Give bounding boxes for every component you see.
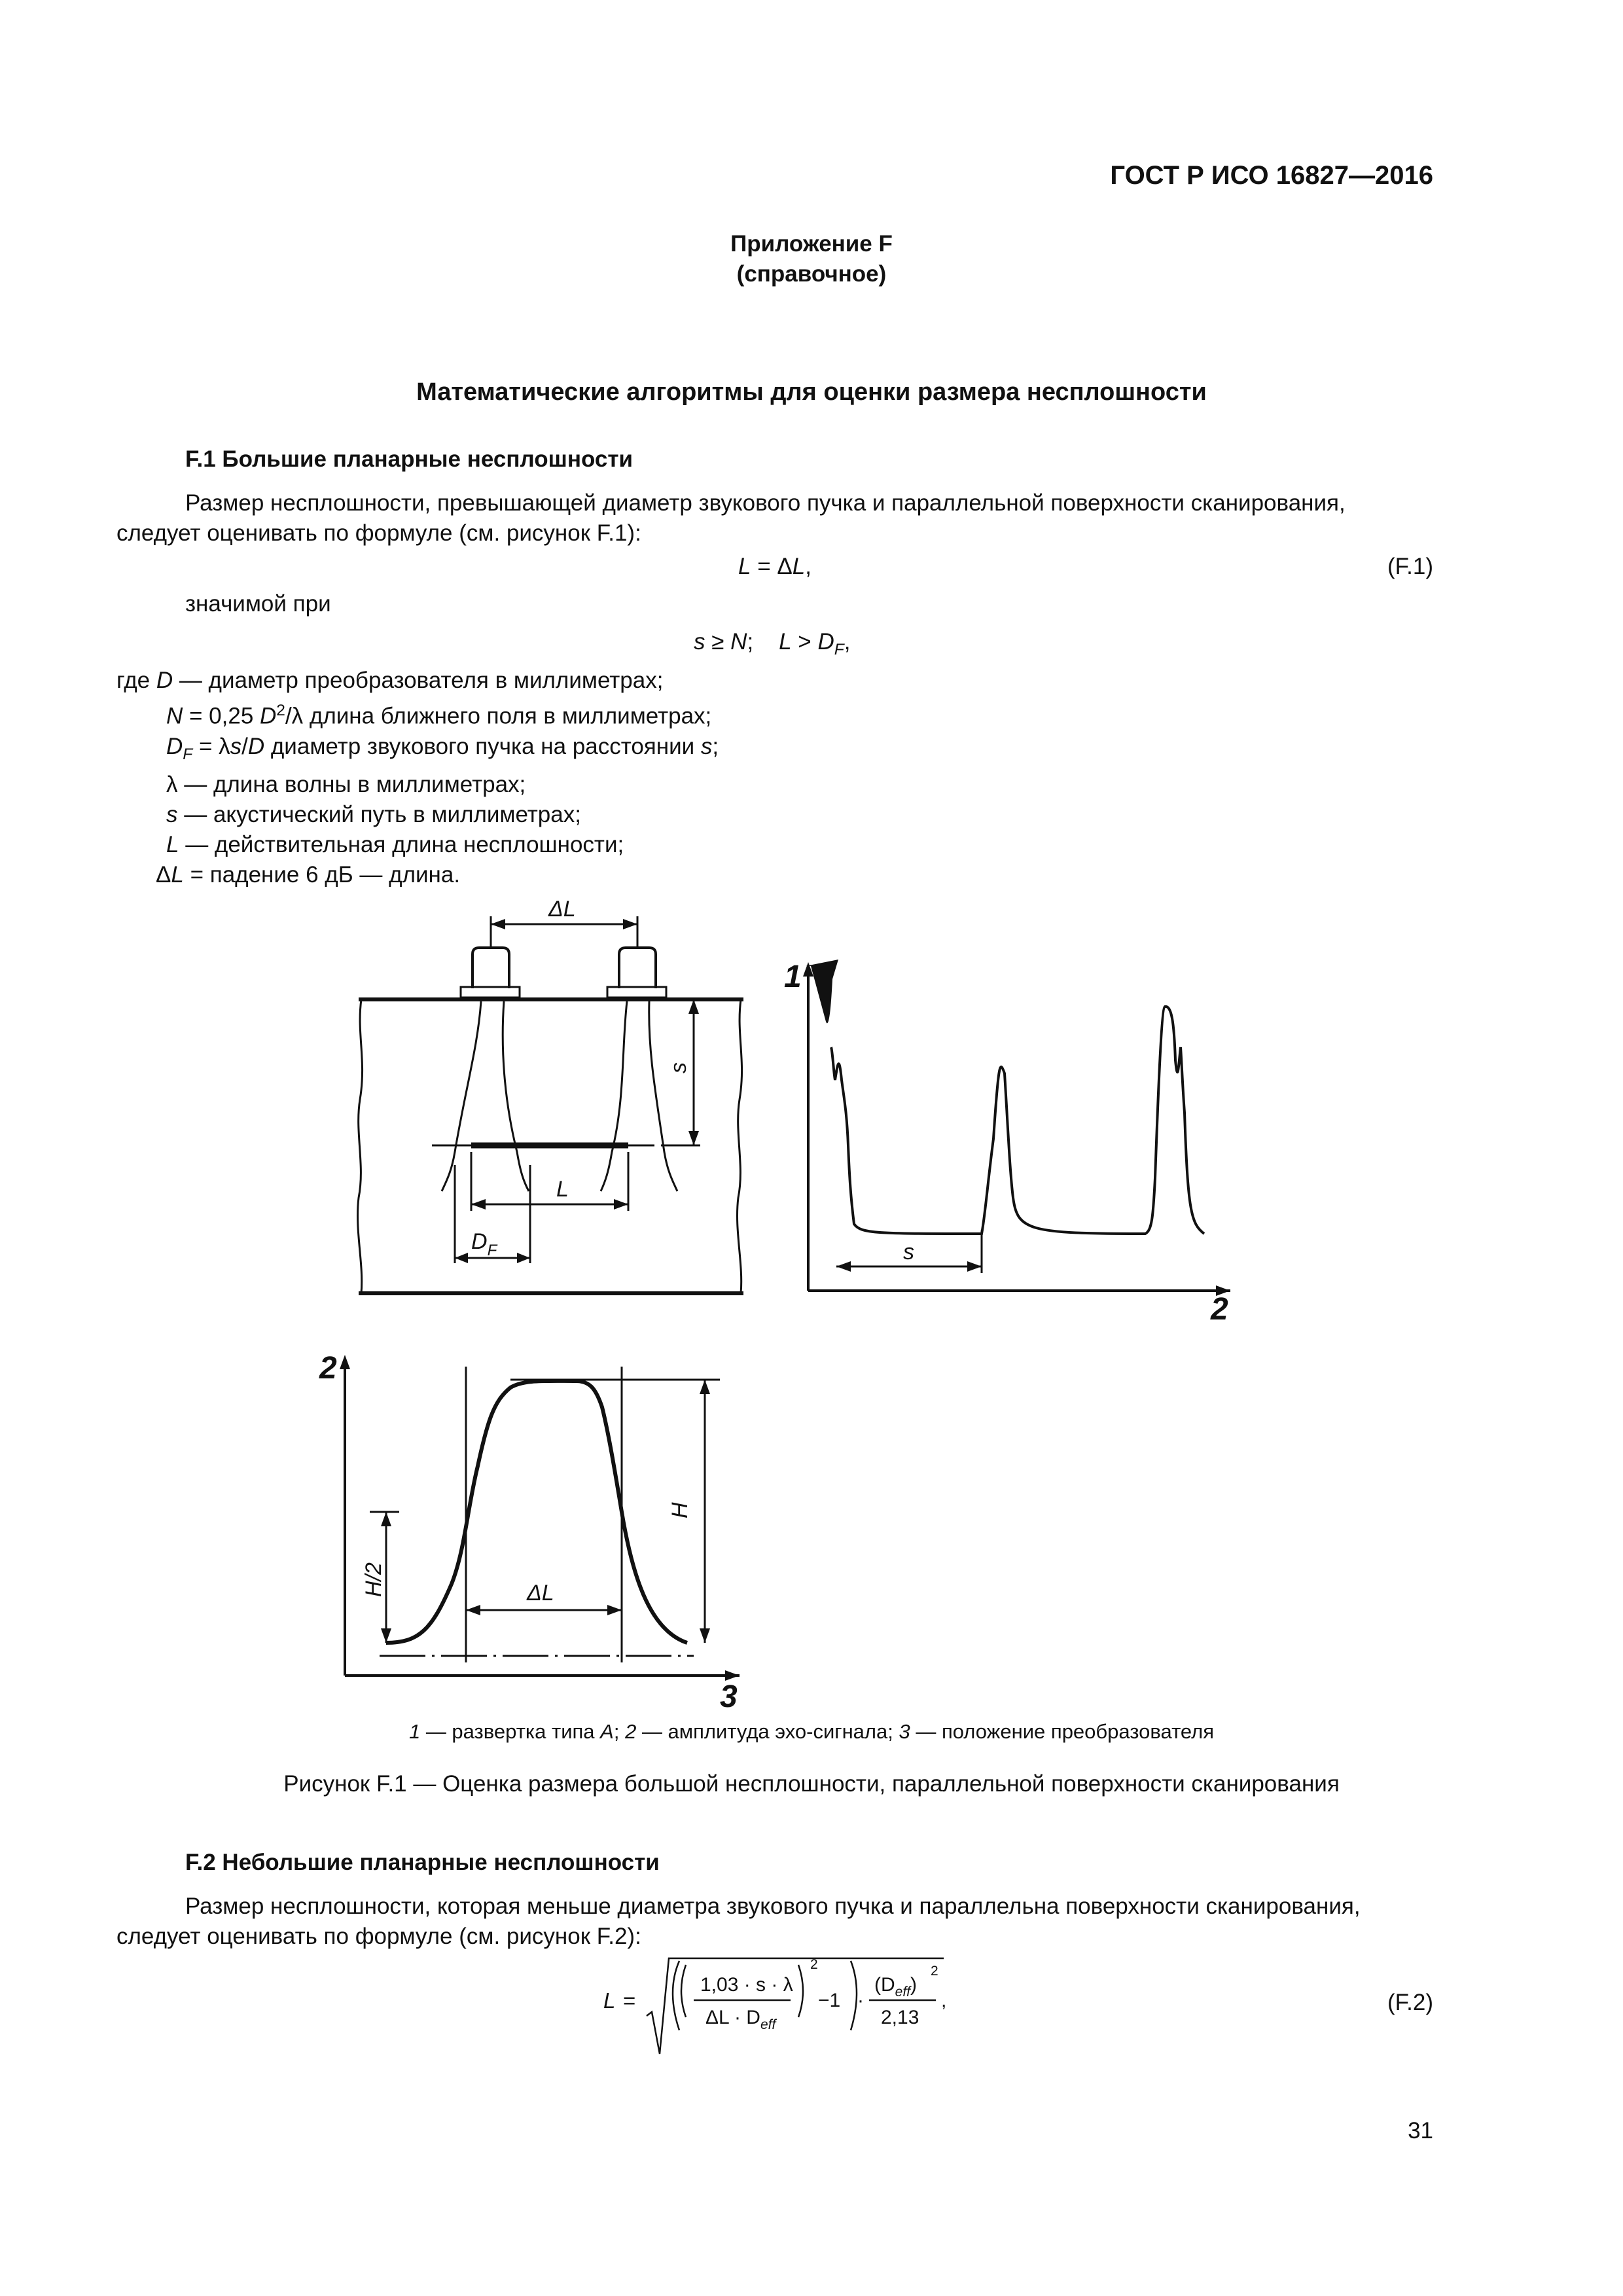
def-lambda: λ — длина волны в миллиметрах;	[166, 771, 526, 797]
label-delta-l-bottom: ΔL	[527, 1581, 554, 1605]
figure-legend: 1 — развертка типа A; 2 — амплитуда эхо-сигнала; 3 — положение преобразователя	[408, 1720, 1215, 1743]
f2-intro-line2: следует оценивать по формуле (см. рисунок F.2):	[116, 1924, 641, 1949]
probe-left	[442, 948, 529, 1191]
def-delta-l: ΔL = падение 6 дБ — длина.	[156, 861, 461, 888]
axis-label-2-ascan: 2	[1211, 1292, 1228, 1327]
figure-f1	[0, 877, 1623, 1715]
appendix-type: (справочное)	[736, 261, 887, 287]
label-df: $D_F$	[471, 1229, 497, 1259]
section-f2-heading: F.2 Небольшие планарные несплошности	[185, 1850, 660, 1875]
eq2-exp-1: 2	[810, 1957, 818, 1972]
eq2-minus-one: −1	[818, 1990, 841, 2011]
figure-caption: Рисунок F.1 — Оценка размера большой несплошности, параллельной поверхности сканирования	[283, 1771, 1340, 1797]
svg-text:L: L	[603, 1988, 616, 2013]
equation-f1-number: (F.1)	[1387, 554, 1433, 579]
def-s: s — акустический путь в миллиметрах;	[166, 801, 581, 827]
def-df: $D_F = \lambda s/D$ диаметр звукового пучка на расстоянии s;	[166, 733, 719, 763]
eq2-divisor: 2,13	[881, 2007, 919, 2028]
axis-label-3: 3	[720, 1679, 738, 1714]
section-f1-heading: F.1 Большие планарные несплошности	[185, 446, 633, 472]
label-l: L	[556, 1177, 569, 1202]
a-scan-chart	[803, 960, 1230, 1296]
def-d: где D — диаметр преобразователя в миллиметрах;	[116, 668, 664, 693]
label-h: H	[668, 1502, 692, 1518]
f1-intro-line2: следует оценивать по формуле (см. рисунок F.1):	[116, 520, 641, 546]
section-f2-intro	[116, 1892, 1446, 1952]
axis-label-2-echo: 2	[319, 1351, 337, 1386]
significant-when: значимой при	[185, 591, 331, 617]
label-s-ascan: s	[903, 1240, 914, 1265]
document-code: ГОСТ Р ИСО 16827—2016	[1110, 161, 1433, 190]
svg-text:·: ·	[857, 1990, 864, 2011]
appendix-heading	[0, 229, 1623, 289]
equation-f2-number: (F.2)	[1387, 1990, 1433, 2015]
label-delta-l-top: ΔL	[548, 897, 576, 922]
eq2-deff: $(D_{eff})$	[874, 1974, 918, 2000]
axis-label-1: 1	[784, 960, 802, 994]
page-number: 31	[1408, 2118, 1433, 2144]
def-l: L — действительная длина несплошности;	[166, 831, 624, 857]
eq2-numerator: 1,03 · s · λ	[700, 1974, 793, 1996]
equation-f1: L = ΔL,	[738, 554, 812, 579]
eq2-exp-2: 2	[931, 1964, 938, 1979]
label-s-block: s	[666, 1062, 691, 1073]
condition-formula: s ≥ N; $L > D_F$,	[694, 629, 851, 658]
equation-f2	[589, 1950, 955, 2062]
definitions-list	[116, 666, 719, 890]
label-h-half: H/2	[361, 1562, 386, 1597]
section-f1-intro	[116, 488, 1446, 548]
page-title: Математические алгоритмы для оценки размера несплошности	[416, 378, 1207, 406]
svg-text:=: =	[623, 1988, 636, 2013]
dimension-lines	[455, 916, 700, 1263]
appendix-label: Приложение F	[730, 231, 893, 257]
f2-intro-line1: Размер несплошности, которая меньше диаметра звукового пучка и параллельна поверхности сканирования,	[185, 1893, 1361, 1919]
eq2-denominator: $\Delta L \cdot D_{eff}$	[705, 2007, 776, 2032]
svg-text:,: ,	[941, 1990, 947, 2011]
f1-intro-line1: Размер несплошности, превышающей диаметр звукового пучка и параллельной поверхности сканирования,	[185, 490, 1346, 516]
def-n: N = 0,25 $D^2/\lambda$ длина ближнего поля в миллиметрах;	[166, 702, 712, 729]
